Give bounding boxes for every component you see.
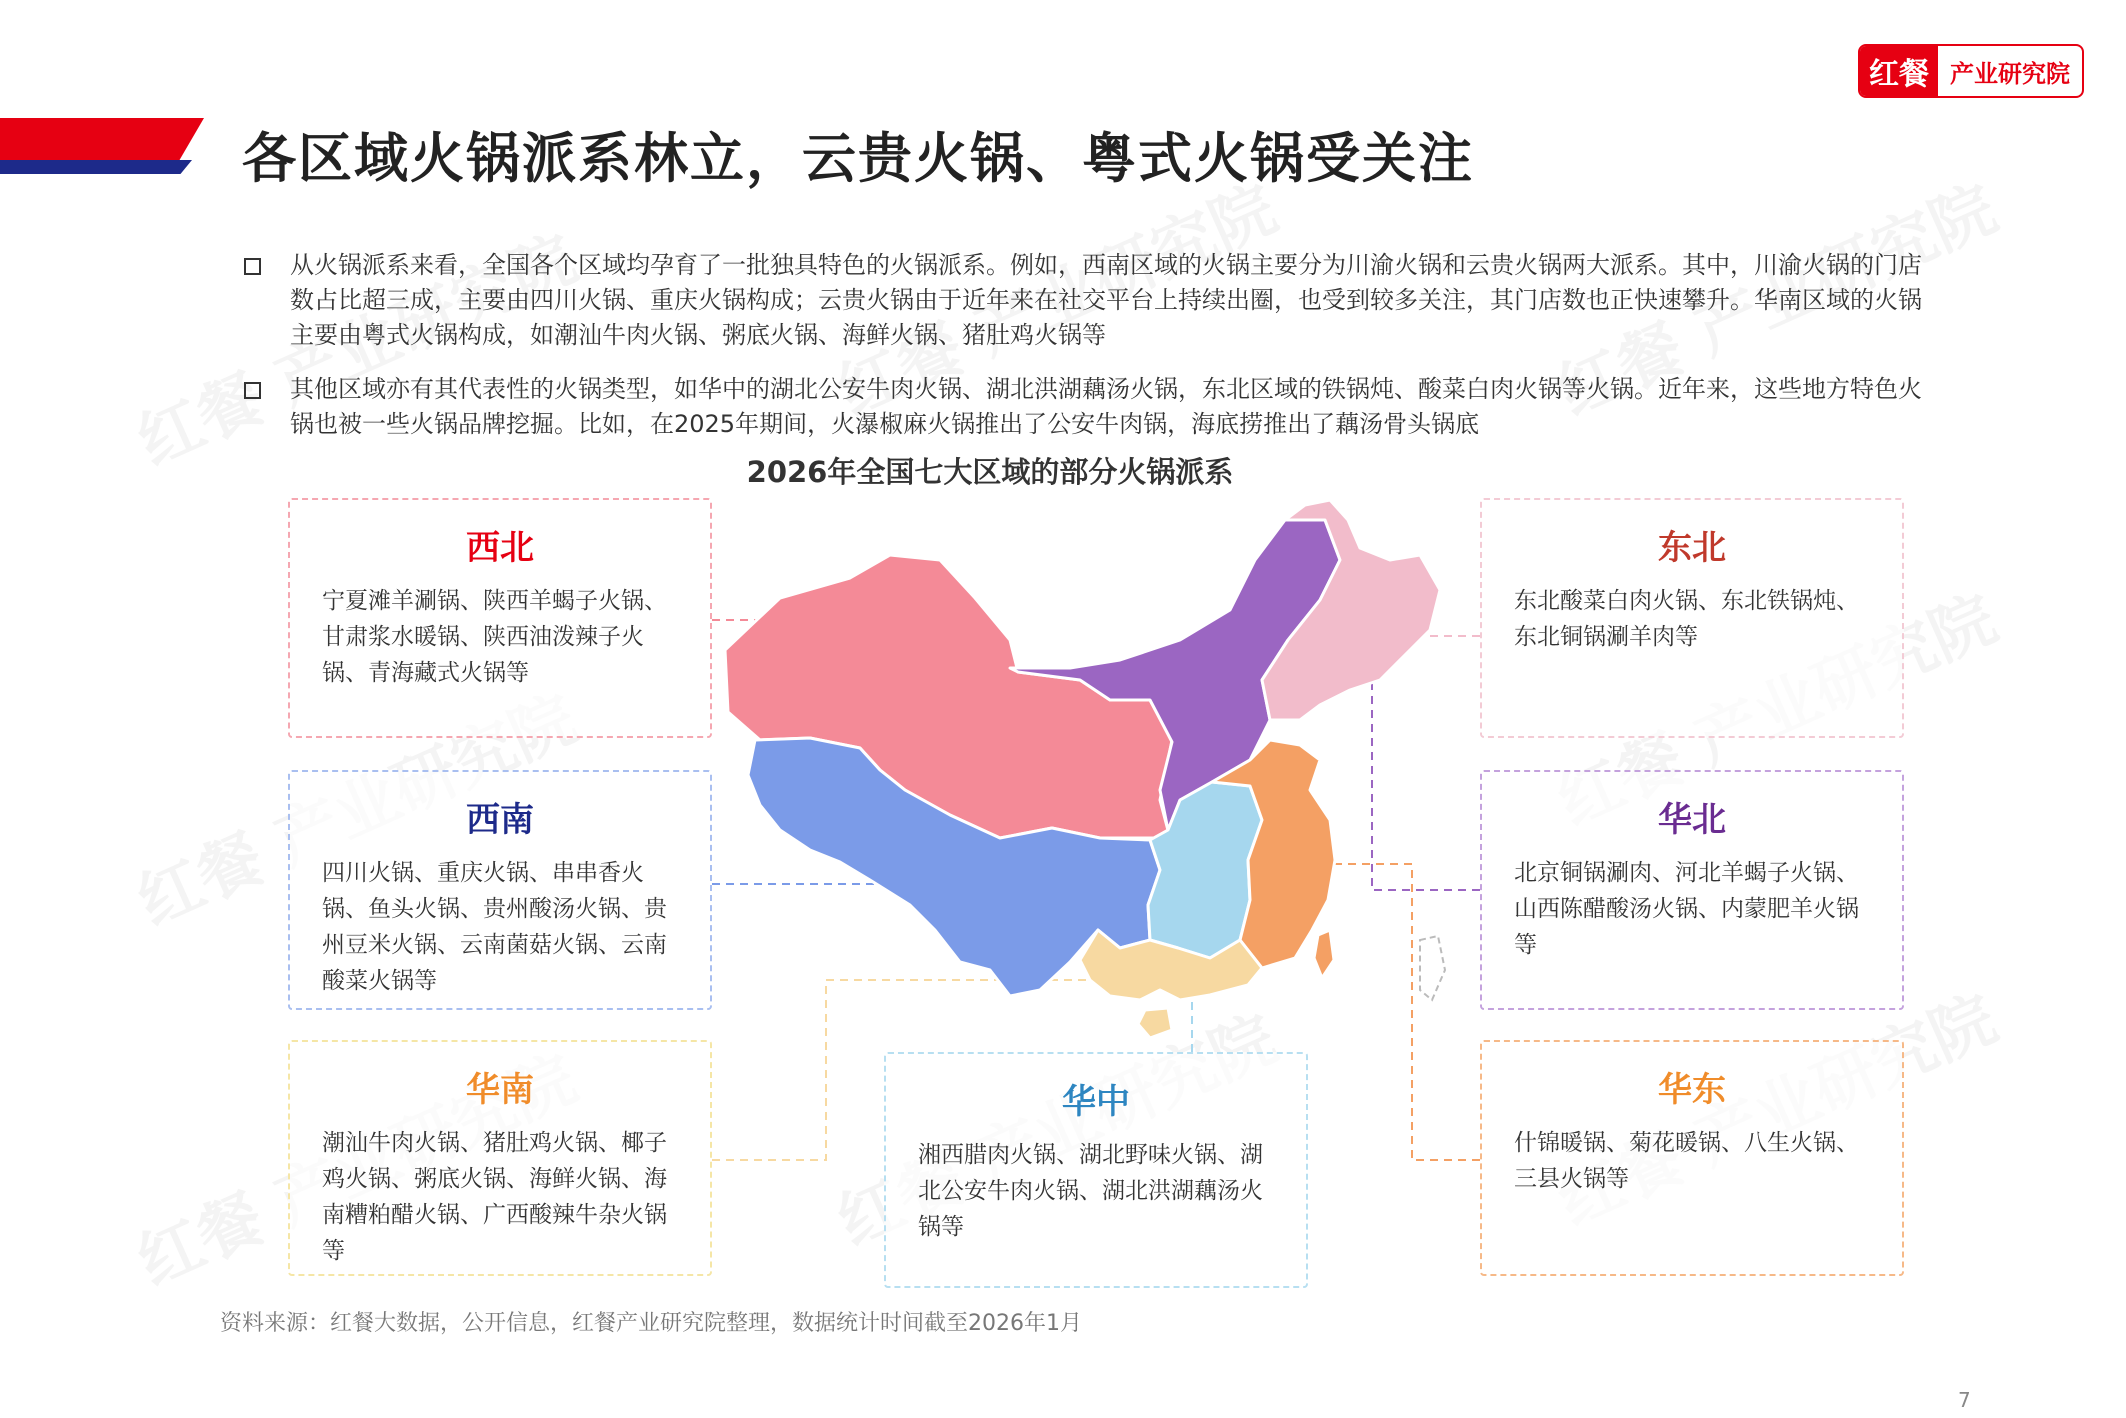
logo-mark: 红餐 — [1860, 46, 1938, 96]
region-box-huadong — [1480, 1040, 1904, 1276]
page-title: 各区域火锅派系林立，云贵火锅、粤式火锅受关注 — [242, 127, 1474, 190]
region-text-huazhong: 湘西腊肉火锅、湖北野味火锅、湖北公安牛肉火锅、湖北洪湖藕汤火锅等 — [918, 1142, 1263, 1240]
region-box-huabei — [1480, 770, 1904, 1010]
map-region-taiwan — [1314, 930, 1334, 978]
region-box-dongbei — [1480, 498, 1904, 738]
region-box-xibei — [288, 498, 712, 738]
chart-title: 2026年全国七大区域的部分火锅派系 — [746, 455, 1234, 489]
region-text-huanan: 潮汕牛肉火锅、猪肚鸡火锅、椰子鸡火锅、粥底火锅、海鲜火锅、海南糟粕醋火锅、广西酸辣牛杂火锅等 — [322, 1130, 667, 1264]
bullet-1: 从火锅派系来看，全国各个区域均孕育了一批独具特色的火锅派系。例如，西南区域的火锅主要分为川渝火锅和云贵火锅两大派系。其中，川渝火锅的门店数占比超三成，主要由四川火锅、重庆火锅构成；云贵火锅由于近年来在社交平台上持续出圈，也受到较多关注，其门店数也正快速攀升。华南区域的火锅主要由粤式火锅构成，如潮汕牛肉火锅、粥底火锅、海鲜火锅、猪肚鸡火锅等 — [244, 248, 1924, 353]
region-name-huadong: 华东 — [1658, 1070, 1726, 1110]
region-box-huazhong — [884, 1052, 1308, 1288]
source-note: 资料来源：红餐大数据，公开信息，红餐产业研究院整理，数据统计时间截至2026年1月 — [220, 1311, 1082, 1336]
region-name-xibei: 西北 — [466, 528, 534, 568]
south-sea-inset — [1420, 936, 1445, 1000]
region-name-huazhong: 华中 — [1062, 1082, 1130, 1122]
region-text-huabei: 北京铜锅涮肉、河北羊蝎子火锅、山西陈醋酸汤火锅、内蒙肥羊火锅等 — [1514, 860, 1859, 958]
page-number: 7 — [1958, 1388, 1971, 1412]
bullet-2: 其他区域亦有其代表性的火锅类型，如华中的湖北公安牛肉火锅、湖北洪湖藕汤火锅，东北区域的铁锅炖、酸菜白肉火锅等火锅。近年来，这些地方特色火锅也被一些火锅品牌挖掘。比如，在2025年期间，火瀑椒麻火锅推出了公安牛肉锅，海底捞推出了藕汤骨头锅底 — [244, 372, 1924, 442]
map-region-hainan — [1138, 1008, 1172, 1038]
region-name-xinan: 西南 — [466, 800, 534, 840]
region-name-huanan: 华南 — [466, 1070, 534, 1110]
region-text-huadong: 什锦暖锅、菊花暖锅、八生火锅、三县火锅等 — [1514, 1130, 1859, 1192]
region-name-dongbei: 东北 — [1658, 528, 1726, 568]
region-box-huanan — [288, 1040, 712, 1276]
region-box-xinan — [288, 770, 712, 1010]
connector-huadong — [1330, 864, 1480, 1160]
region-text-dongbei: 东北酸菜白肉火锅、东北铁锅炖、东北铜锅涮羊肉等 — [1514, 588, 1859, 650]
region-name-huabei: 华北 — [1658, 800, 1726, 840]
logo-text: 产业研究院 — [1950, 59, 2070, 88]
region-text-xinan: 四川火锅、重庆火锅、串串香火锅、鱼头火锅、贵州酸汤火锅、贵州豆米火锅、云南菌菇火锅、云南酸菜火锅等 — [322, 860, 667, 994]
region-text-xibei: 宁夏滩羊涮锅、陕西羊蝎子火锅、甘肃浆水暖锅、陕西油泼辣子火锅、青海藏式火锅等 — [322, 588, 667, 686]
